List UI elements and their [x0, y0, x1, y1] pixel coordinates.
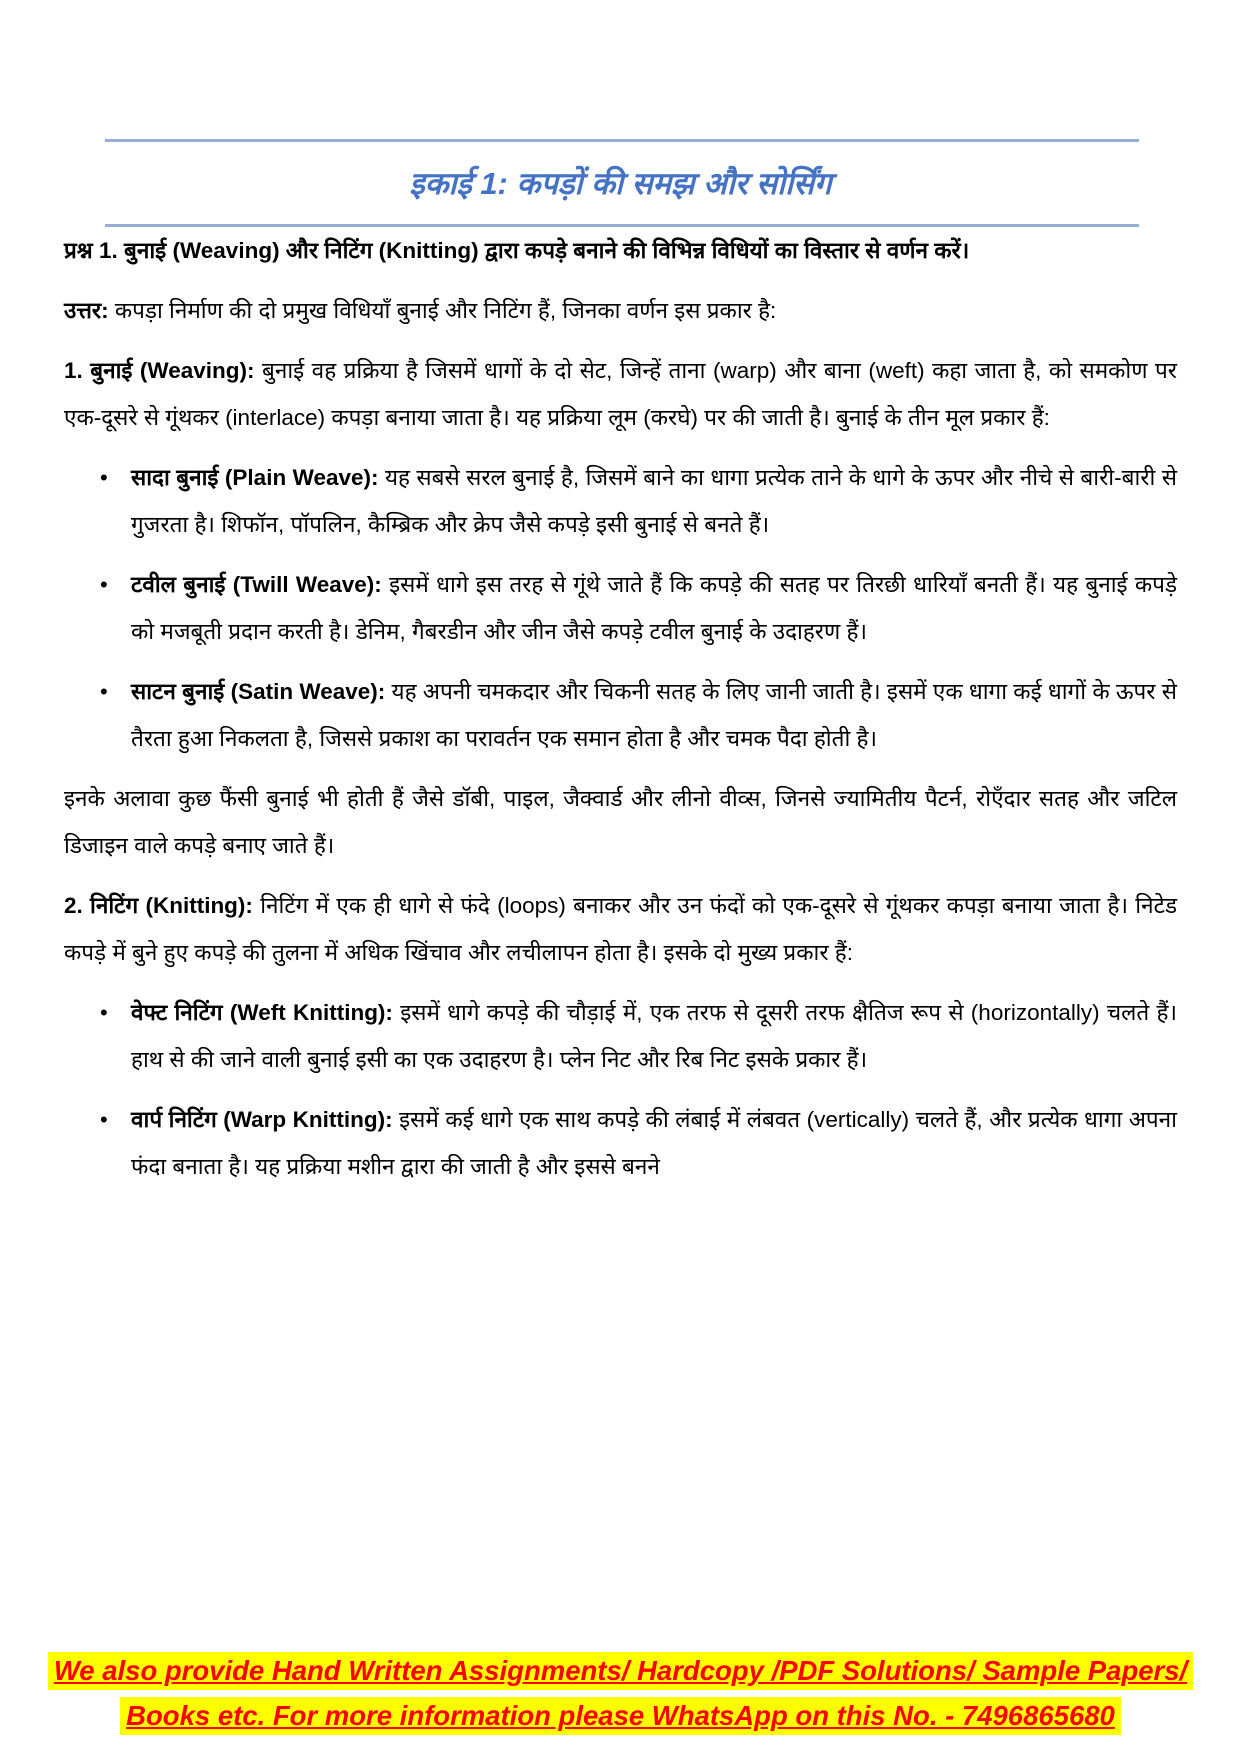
promo-footer-line1: We also provide Hand Written Assignments/ Hardcopy /PDF Solutions/ Sample Papers/ — [48, 1652, 1193, 1690]
bullet-icon: • — [100, 679, 108, 704]
answer-label: उत्तर: — [64, 298, 109, 323]
bullet-icon: • — [100, 572, 108, 597]
page-title: इकाई 1: कपड़ों की समझ और सोर्सिंग — [409, 166, 832, 201]
list-item-warp-knitting — [64, 1096, 1177, 1190]
list-item-twill-weave — [64, 561, 1177, 655]
question-paragraph — [64, 227, 1177, 274]
satin-weave-body: यह अपनी चमकदार और चिकनी सतह के लिए जानी जाती है। इसमें एक धागा कई धागों के ऊपर से तैरता हुआ निकलता है, जिससे प्रकाश का परावर्तन एक समान होता है और चमक पैदा होती है। — [131, 679, 1177, 751]
knitting-heading: 2. निटिंग (Knitting): — [64, 893, 253, 918]
knitting-paragraph — [64, 882, 1177, 976]
answer-intro-text: कपड़ा निर्माण की दो प्रमुख विधियाँ बुनाई और निटिंग हैं, जिनका वर्णन इस प्रकार है: — [114, 298, 777, 323]
promo-footer-line2-wrap — [0, 1693, 1241, 1738]
fancy-weaves-paragraph: इनके अलावा कुछ फैंसी बुनाई भी होती हैं जैसे डॉबी, पाइल, जैक्वार्ड और लीनो वीव्स, जिनसे ज्यामितीय पैटर्न, रोएँदार सतह और जटिल डिजाइन वाले कपड़े बनाए जाते हैं। — [64, 786, 1177, 858]
bullet-icon: • — [100, 465, 108, 490]
weft-knitting-body: इसमें धागे कपड़े की चौड़ाई में, एक तरफ से दूसरी तरफ क्षैतिज रूप से (horizontally) चलते हैं। हाथ से की जाने वाली बुनाई इसी का एक उदाहरण है। प्लेन निट और रिब निट इसके प्रकार हैं। — [131, 1000, 1177, 1072]
question-label: प्रश्न 1. — [64, 238, 118, 263]
promo-footer-line1-wrap — [0, 1648, 1241, 1693]
list-item-satin-weave — [64, 668, 1177, 762]
knitting-body: निटिंग में एक ही धागे से फंदे (loops) बनाकर और उन फंदों को एक-दूसरे से गूंथकर कपड़ा बनाया जाता है। निटेड कपड़े में बुने हुए कपड़े की तुलना में अधिक खिंचाव और लचीलापन होता है। इसके दो मुख्य प्रकार हैं: — [64, 893, 1177, 965]
bullet-icon: • — [100, 1107, 108, 1132]
plain-weave-heading: सादा बुनाई (Plain Weave): — [131, 465, 379, 490]
question-text: बुनाई (Weaving) और निटिंग (Knitting) द्वारा कपड़े बनाने की विभिन्न विधियों का विस्तार से वर्णन करें। — [124, 238, 970, 263]
title-block — [0, 139, 1241, 227]
plain-weave-body: यह सबसे सरल बुनाई है, जिसमें बाने का धागा प्रत्येक ताने के धागे के ऊपर और नीचे से बारी-बारी से गुजरता है। शिफॉन, पॉपलिन, कैम्ब्रिक और क्रेप जैसे कपड़े इसी बुनाई से बनते हैं। — [131, 465, 1177, 537]
weaving-body: बुनाई वह प्रक्रिया है जिसमें धागों के दो सेट, जिन्हें ताना (warp) और बाना (weft) कहा जाता है, को समकोण पर एक-दूसरे से गूंथकर (interlace) कपड़ा बनाया जाता है। यह प्रक्रिया लूम (करघे) पर की जाती है। बुनाई के तीन मूल प्रकार हैं: — [64, 358, 1177, 430]
twill-weave-heading: टवील बुनाई (Twill Weave): — [131, 572, 382, 597]
twill-weave-body: इसमें धागे इस तरह से गूंथे जाते हैं कि कपड़े की सतह पर तिरछी धारियाँ बनती हैं। यह बुनाई कपड़े को मजबूती प्रदान करती है। डेनिम, गैबरडीन और जीन जैसे कपड़े टवील बुनाई के उदाहरण हैं। — [131, 572, 1177, 644]
weaving-types-list — [64, 454, 1177, 762]
knitting-types-list — [64, 989, 1177, 1190]
list-item-plain-weave — [64, 454, 1177, 548]
document-body — [0, 227, 1241, 1190]
weft-knitting-heading: वेफ्ट निटिंग (Weft Knitting): — [131, 1000, 393, 1025]
weaving-heading: 1. बुनाई (Weaving): — [64, 358, 255, 383]
bullet-icon: • — [100, 1000, 108, 1025]
warp-knitting-heading: वार्प निटिंग (Warp Knitting): — [131, 1107, 393, 1132]
answer-intro-paragraph — [64, 287, 1177, 334]
promo-footer — [0, 1648, 1241, 1738]
satin-weave-heading: साटन बुनाई (Satin Weave): — [131, 679, 386, 704]
list-item-weft-knitting — [64, 989, 1177, 1083]
weaving-paragraph — [64, 347, 1177, 441]
promo-footer-line2: Books etc. For more information please WhatsApp on this No. - 7496865680 — [120, 1697, 1121, 1735]
warp-knitting-body: इसमें कई धागे एक साथ कपड़े की लंबाई में लंबवत (vertically) चलते हैं, और प्रत्येक धागा अपना फंदा बनाता है। यह प्रक्रिया मशीन द्वारा की जाती है और इससे बनने — [131, 1107, 1177, 1179]
title-rule-top — [105, 139, 1139, 142]
